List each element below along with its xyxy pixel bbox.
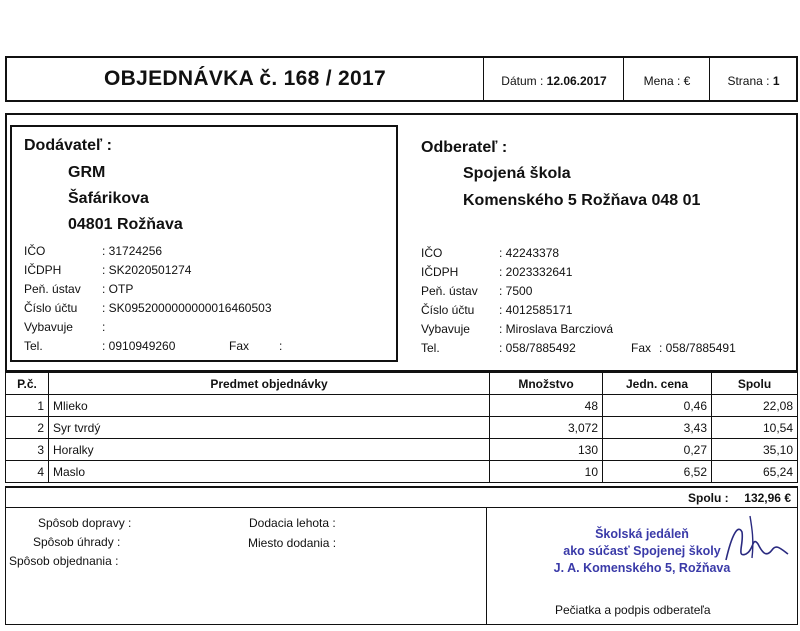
- table-row: [6, 439, 798, 461]
- stamp-line-1: Školská jedáleň: [595, 527, 689, 541]
- row-unit-price: 3,43: [603, 417, 712, 439]
- stamp-line-2: ako súčasť Spojenej školy: [563, 544, 721, 558]
- date-value: 12.06.2017: [546, 74, 607, 88]
- row-quantity: 10: [490, 461, 603, 483]
- row-total: 10,54: [712, 417, 798, 439]
- items-table: [5, 372, 798, 483]
- order-method-label: Spôsob objednania :: [9, 554, 119, 568]
- order-title: OBJEDNÁVKA č. 168 / 2017: [104, 67, 386, 90]
- supplier-name: GRM: [68, 164, 106, 181]
- customer-address: Komenského 5 Rožňava 048 01: [463, 192, 701, 209]
- row-item: Horalky: [49, 439, 490, 461]
- col-header-unit-price: Jedn. cena: [603, 373, 712, 395]
- supplier-fax-value: :: [279, 339, 283, 353]
- total-value: 132,96 €: [744, 491, 791, 505]
- school-stamp: [534, 526, 750, 577]
- parties-section: Dodávateľ : GRM Šafárikova 04801 Rožňava IČO : 31724256 IČDPH : SK2020501274 Peň. ústav : OTP Číslo účtu : SK0952000000000016460503 Vybavuje : Tel. : 0910949260 Fax : Odberateľ : Spojená škola Komenského 5 Rožňava 048 01 IČO : 42243378 IČDPH : 2023332641 Peň. ústav : 7500 Číslo účtu : 4012585171 Vybavuje : Miroslava Barcziová Tel. : 058/7885492 Fax : 058/7885491: [5, 113, 798, 372]
- order-footer: [5, 508, 798, 625]
- date-label: Dátum :: [501, 74, 544, 88]
- row-quantity: 130: [490, 439, 603, 461]
- currency-cell: [623, 58, 710, 100]
- row-unit-price: 6,52: [603, 461, 712, 483]
- row-unit-price: 0,46: [603, 395, 712, 417]
- total-label: Spolu :: [688, 491, 729, 505]
- row-item: Maslo: [49, 461, 490, 483]
- page-cell: [709, 58, 797, 100]
- customer-title: Odberateľ :: [421, 139, 508, 156]
- col-header-item: Predmet objednávky: [49, 373, 490, 395]
- date-cell: [483, 58, 624, 100]
- currency-label: Mena :: [643, 74, 681, 88]
- delivery-term-label: Dodacia lehota :: [249, 516, 336, 530]
- currency-value: €: [683, 74, 691, 88]
- supplier-title: Dodávateľ :: [24, 137, 112, 154]
- supplier-box: Dodávateľ : GRM Šafárikova 04801 Rožňava IČO : 31724256 IČDPH : SK2020501274 Peň. ústav : OTP Číslo účtu : SK0952000000000016460503 Vybavuje : Tel. : 0910949260 Fax :: [10, 125, 398, 362]
- row-item: Mlieko: [49, 395, 490, 417]
- row-index: 3: [6, 439, 49, 461]
- row-total: 35,10: [712, 439, 798, 461]
- signature-icon: [722, 514, 792, 574]
- delivery-place-label: Miesto dodania :: [248, 536, 337, 550]
- table-header-row: [6, 373, 798, 395]
- customer-fax-label: Fax: [631, 341, 652, 355]
- table-row: [6, 461, 798, 483]
- page-value: 1: [772, 74, 780, 88]
- order-header: [5, 56, 798, 102]
- footer-divider: [486, 508, 487, 624]
- col-header-total: Spolu: [712, 373, 798, 395]
- signature-caption: Pečiatka a podpis odberateľa: [555, 603, 711, 617]
- row-index: 4: [6, 461, 49, 483]
- supplier-fax-label: Fax: [229, 339, 250, 353]
- row-quantity: 48: [490, 395, 603, 417]
- payment-method-label: Spôsob úhrady :: [33, 535, 121, 549]
- customer-name: Spojená škola: [463, 165, 571, 182]
- row-quantity: 3,072: [490, 417, 603, 439]
- row-unit-price: 0,27: [603, 439, 712, 461]
- row-index: 1: [6, 395, 49, 417]
- row-index: 2: [6, 417, 49, 439]
- customer-fax-value: : 058/7885491: [659, 341, 736, 355]
- col-header-index: P.č.: [6, 373, 49, 395]
- table-row: [6, 395, 798, 417]
- page-label: Strana :: [727, 74, 770, 88]
- col-header-quantity: Množstvo: [490, 373, 603, 395]
- order-total-row: [5, 486, 798, 508]
- table-row: [6, 417, 798, 439]
- supplier-city: 04801 Rožňava: [68, 216, 183, 233]
- delivery-method-label: Spôsob dopravy :: [38, 516, 132, 530]
- row-total: 65,24: [712, 461, 798, 483]
- stamp-line-3: J. A. Komenského 5, Rožňava: [553, 561, 731, 575]
- row-total: 22,08: [712, 395, 798, 417]
- row-item: Syr tvrdý: [49, 417, 490, 439]
- supplier-street: Šafárikova: [68, 190, 149, 207]
